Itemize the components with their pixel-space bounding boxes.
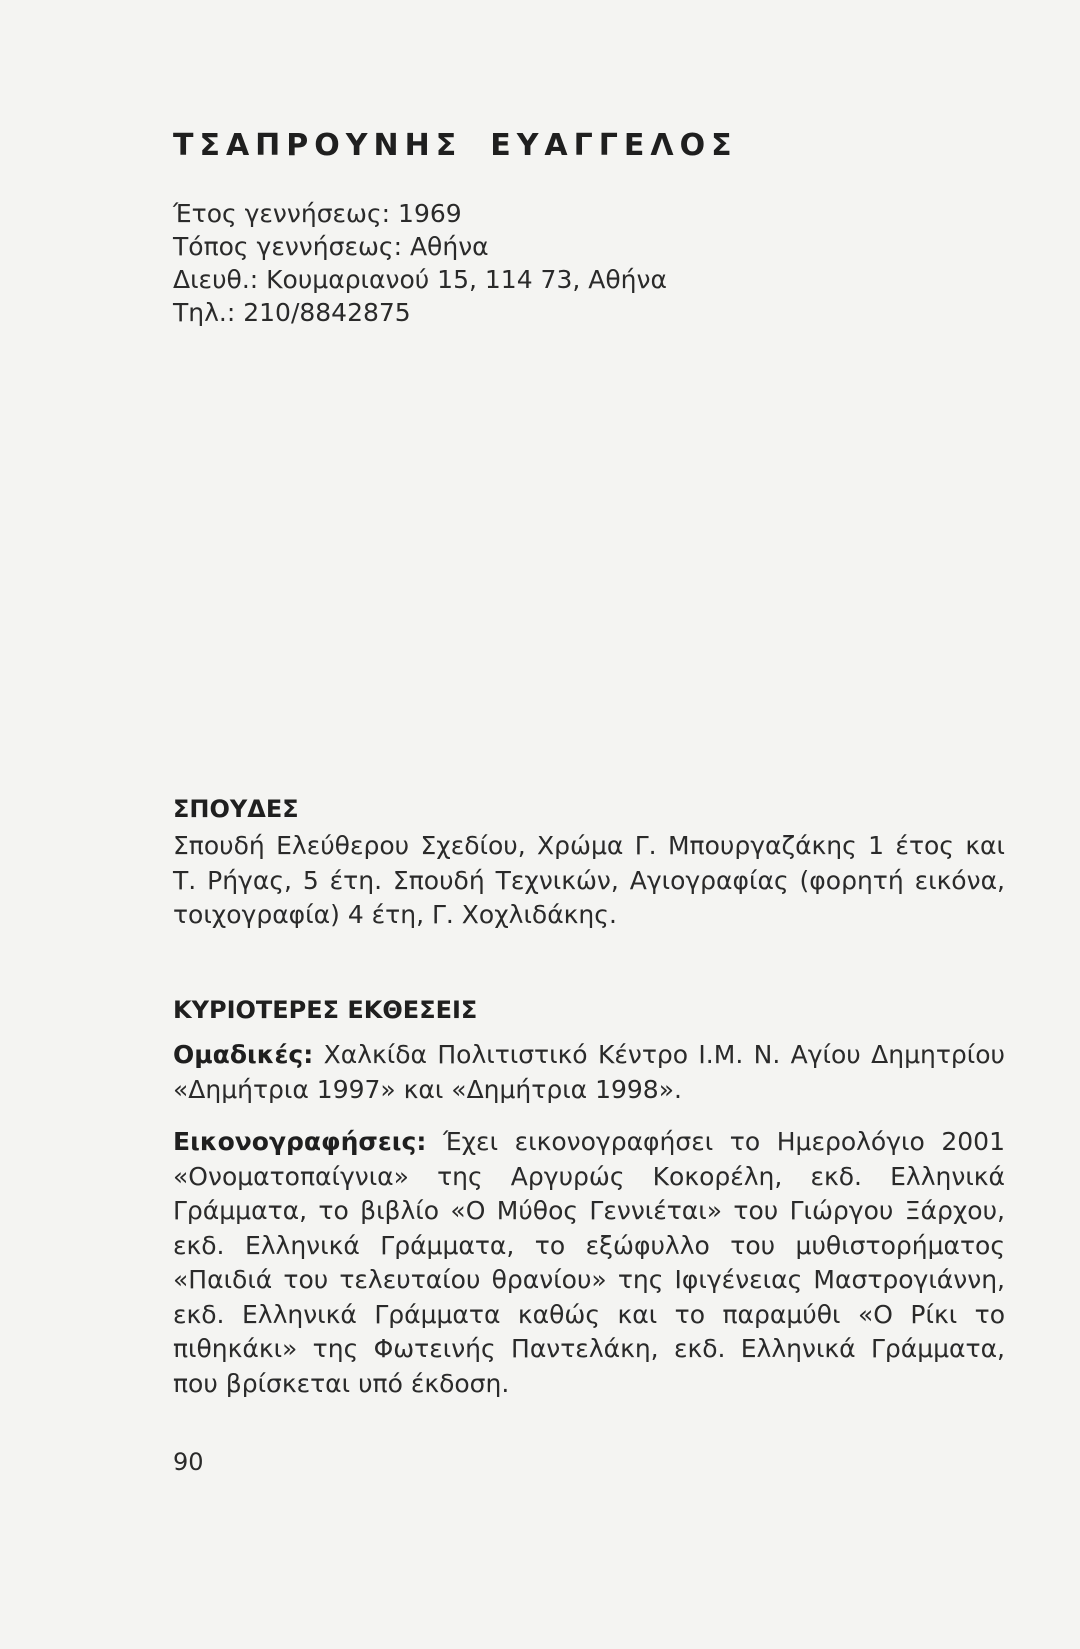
group-exhibitions <box>173 1038 1005 1107</box>
studies-section <box>173 795 1005 933</box>
page-number: 90 <box>173 1448 204 1476</box>
phone: Τηλ.: 210/8842875 <box>173 298 411 327</box>
birth-year: Έτος γεννήσεως: 1969 <box>173 199 462 228</box>
address: Διευθ.: Κουμαριανού 15, 114 73, Αθήνα <box>173 265 667 294</box>
illustrations <box>173 1125 1005 1401</box>
artist-surname: ΤΣΑΠΡΟΥΝΗΣ <box>173 128 463 163</box>
illustrations-text: Έχει εικονογραφήσει το Ημερολόγιο 2001 «Ονοματοπαίγνια» της Αργυρώς Κοκορέλη, εκδ. Ελληνικά Γράμματα, το βιβλίο «Ο Μύθος Γεννιέται» του Γιώργου Ξάρχου, εκδ. Ελληνικά Γράμματα, το εξώφυλλο του μυθιστορήματος «Παιδιά του τελευταίου θρανίου» της Ιφιγένειας Μαστρογιάννη, εκδ. Ελληνικά Γράμματα καθώς και το παραμύθι «Ο Ρίκι το πιθηκάκι» της Φωτεινής Παντελάκη, εκδ. Ελληνικά Γράμματα, που βρίσκεται υπό έκδοση. <box>173 1127 1005 1398</box>
artist-name: ΕΥΑΓΓΕΛΟΣ <box>490 128 738 163</box>
group-text: Χαλκίδα Πολιτιστικό Κέντρο Ι.Μ. Ν. Αγίου Δημητρίου «Δημήτρια 1997» και «Δημήτρια 1998». <box>173 1040 1005 1104</box>
group-label: Ομαδικές: <box>173 1040 314 1069</box>
page-title <box>173 128 738 163</box>
exhibitions-section <box>173 996 1005 1401</box>
birth-place: Τόπος γεννήσεως: Αθήνα <box>173 232 489 261</box>
illustrations-label: Εικονογραφήσεις: <box>173 1127 427 1156</box>
personal-info <box>173 197 667 329</box>
exhibitions-heading: ΚΥΡΙΟΤΕΡΕΣ ΕΚΘΕΣΕΙΣ <box>173 996 478 1024</box>
studies-heading: ΣΠΟΥΔΕΣ <box>173 795 299 823</box>
studies-text: Σπουδή Ελεύθερου Σχεδίου, Χρώμα Γ. Μπουργαζάκης 1 έτος και Τ. Ρήγας, 5 έτη. Σπουδή Τεχνικών, Αγιογραφίας (φορητή εικόνα, τοιχογραφία) 4 έτη, Γ. Χοχλιδάκης. <box>173 831 1005 929</box>
